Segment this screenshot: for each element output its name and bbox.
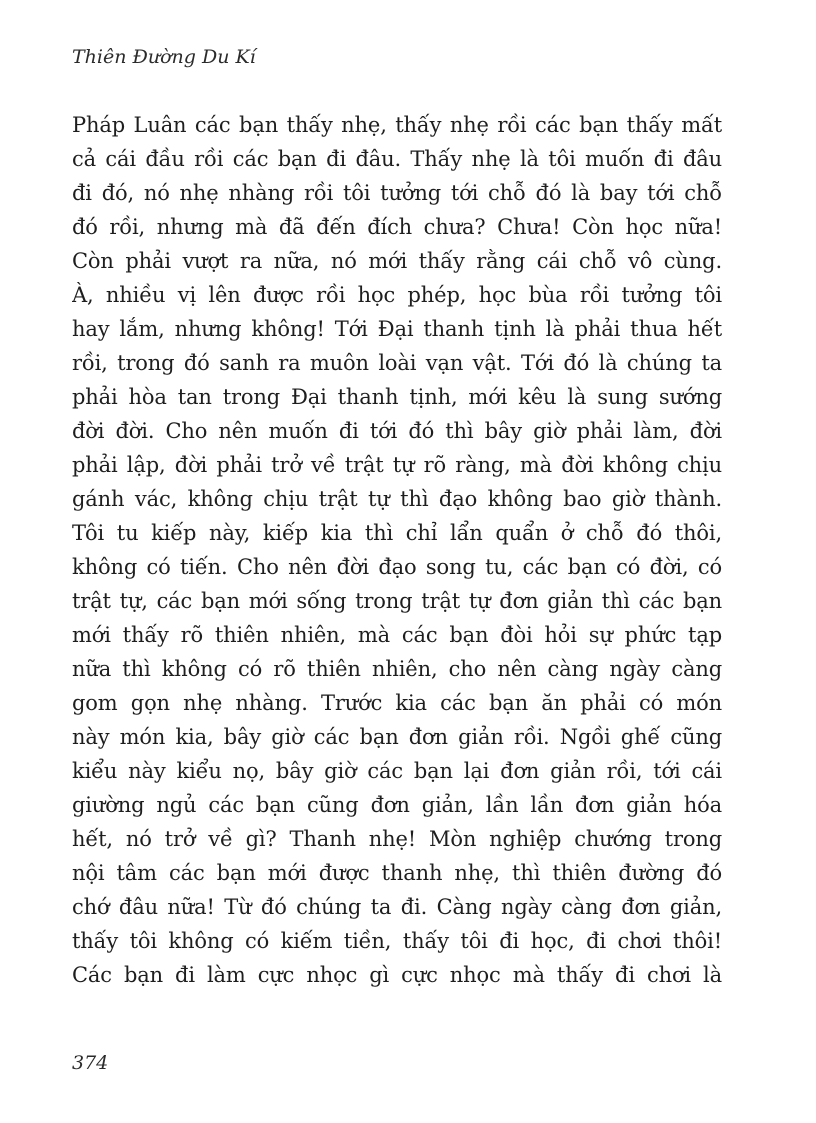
body-line: trật tự, các bạn mới sống trong trật tự đơn giản thì các bạn — [72, 589, 722, 613]
body-line: nội tâm các bạn mới được thanh nhẹ, thì thiên đường đó — [72, 861, 722, 885]
body-line: gom gọn nhẹ nhàng. Trước kia các bạn ăn phải có món — [72, 691, 722, 715]
body-text — [72, 108, 722, 992]
body-line: Các bạn đi làm cực nhọc gì cực nhọc mà thấy đi chơi là — [72, 963, 722, 987]
body-line: đó rồi, nhưng mà đã đến đích chưa? Chưa! Còn học nữa! — [72, 215, 722, 239]
body-line: đi đó, nó nhẹ nhàng rồi tôi tưởng tới chỗ đó là bay tới chỗ — [72, 181, 722, 205]
body-line: kiểu này kiểu nọ, bây giờ các bạn lại đơn giản rồi, tới cái — [72, 759, 722, 783]
body-line: phải lập, đời phải trở về trật tự rõ ràng, mà đời không chịu — [72, 453, 722, 477]
body-line: Pháp Luân các bạn thấy nhẹ, thấy nhẹ rồi các bạn thấy mất — [72, 113, 722, 137]
body-line: mới thấy rõ thiên nhiên, mà các bạn đòi hỏi sự phức tạp — [72, 623, 722, 647]
body-line: Còn phải vượt ra nữa, nó mới thấy rằng cái chỗ vô cùng. — [72, 249, 722, 273]
body-line: cả cái đầu rồi các bạn đi đâu. Thấy nhẹ là tôi muốn đi đâu — [72, 147, 722, 171]
body-line: phải hòa tan trong Đại thanh tịnh, mới kêu là sung sướng — [72, 385, 722, 409]
body-line: rồi, trong đó sanh ra muôn loài vạn vật. Tới đó là chúng ta — [72, 351, 722, 375]
body-line: không có tiến. Cho nên đời đạo song tu, các bạn có đời, có — [72, 555, 722, 579]
body-line: hay lắm, nhưng không! Tới Đại thanh tịnh là phải thua hết — [72, 317, 722, 341]
body-line: Tôi tu kiếp này, kiếp kia thì chỉ lẩn quẩn ở chỗ đó thôi, — [72, 521, 722, 545]
page-number: 374 — [72, 1052, 109, 1074]
body-line: gánh vác, không chịu trật tự thì đạo không bao giờ thành. — [72, 487, 722, 511]
body-line: thấy tôi không có kiếm tiền, thấy tôi đi học, đi chơi thôi! — [72, 929, 722, 953]
body-line: À, nhiều vị lên được rồi học phép, học bùa rồi tưởng tôi — [72, 283, 722, 307]
body-line: này món kia, bây giờ các bạn đơn giản rồi. Ngồi ghế cũng — [72, 725, 722, 749]
body-line: giường ngủ các bạn cũng đơn giản, lần lần đơn giản hóa — [72, 793, 722, 817]
body-line: chớ đâu nữa! Từ đó chúng ta đi. Càng ngày càng đơn giản, — [72, 895, 722, 919]
running-header-title: Thiên Đường Du Kí — [72, 46, 256, 68]
body-line: hết, nó trở về gì? Thanh nhẹ! Mòn nghiệp chướng trong — [72, 827, 722, 851]
body-line: đời đời. Cho nên muốn đi tới đó thì bây giờ phải làm, đời — [72, 419, 722, 443]
body-line: nữa thì không có rõ thiên nhiên, cho nên càng ngày càng — [72, 657, 722, 681]
